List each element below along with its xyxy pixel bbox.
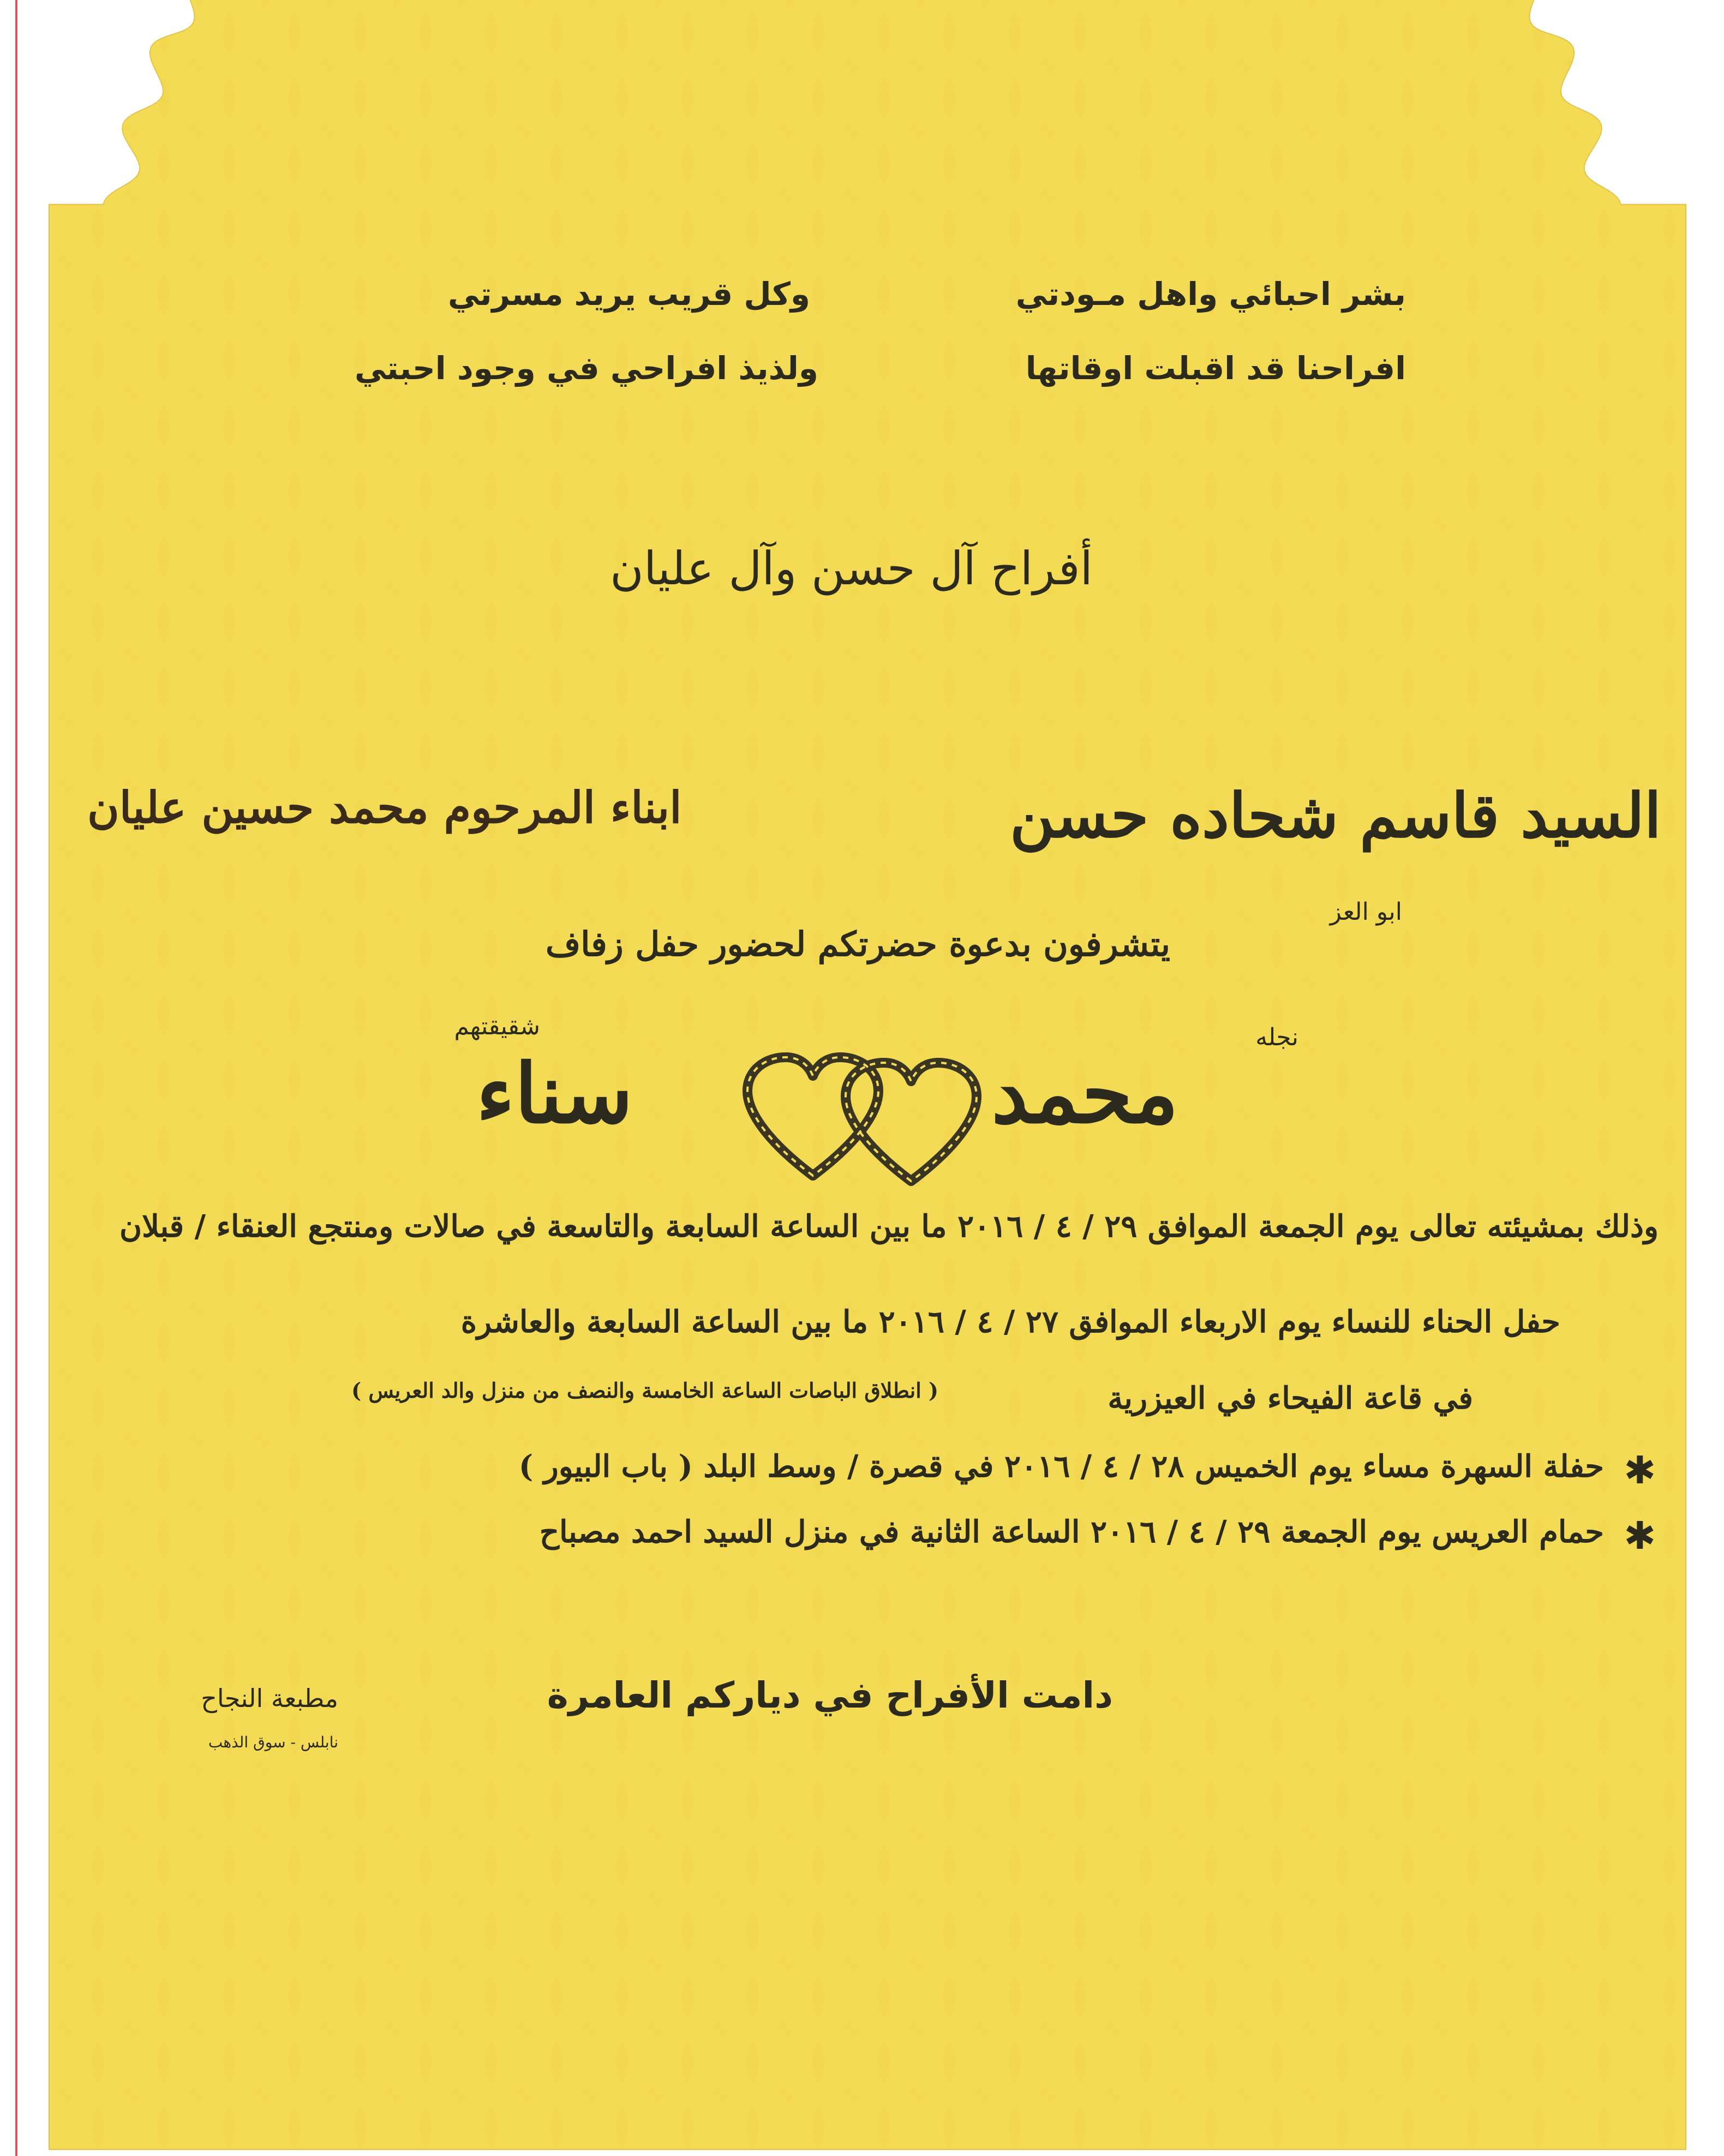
interlocked-hearts-icon xyxy=(737,1047,987,1189)
families-heading: أفراح آل حسن وآل عليان xyxy=(610,542,1093,595)
henna-line: حفل الحناء للنساء يوم الاربعاء الموافق ٢٧ / ٤ / ٢٠١٦ ما بين الساعة السابعة والعاشرة xyxy=(460,1304,1560,1340)
bus-note: ( انطلاق الباصات الساعة الخامسة والنصف من منزل والد العريس ) xyxy=(351,1378,938,1403)
printer-address: نابلس - سوق الذهب xyxy=(208,1733,338,1751)
evening-party-line: حفلة السهرة مساء يوم الخميس ٢٨ / ٤ / ٢٠١٦ في قصرة / وسط البلد ( باب البيور ) xyxy=(518,1448,1604,1484)
poem-line2-left: ولذيذ افراحي في وجود احبتي xyxy=(354,350,818,387)
bride-name: سناء xyxy=(476,1046,633,1142)
wedding-date-line: وذلك بمشيئته تعالى يوم الجمعة الموافق ٢٩ / ٤ / ٢٠١٦ ما بين الساعة السابعة والتاسعة في صالات ومنتجع العنقاء / قبلان xyxy=(119,1208,1659,1244)
host-right-name: السيد قاسم شحاده حسن xyxy=(1010,780,1661,852)
invitation-line: يتشرفون بدعوة حضرتكم لحضور حفل زفاف xyxy=(545,924,1170,964)
groom-bath-line: حمام العريس يوم الجمعة ٢٩ / ٤ / ٢٠١٦ الساعة الثانية في منزل السيد احمد مصباح xyxy=(539,1514,1604,1550)
bullet-star-icon: ✱ xyxy=(1624,1513,1656,1558)
bride-label: شقيقتهم xyxy=(454,1013,540,1040)
groom-label: نجله xyxy=(1255,1023,1298,1051)
closing-line: دامت الأفراح في دياركم العامرة xyxy=(547,1674,1113,1716)
poem-line1-right: بشر احبائي واهل مـودتي xyxy=(1015,276,1406,313)
henna-venue: في قاعة الفيحاء في العيزرية xyxy=(1108,1380,1473,1416)
bullet-star-icon: ✱ xyxy=(1624,1448,1656,1493)
poem-line2-right: افراحنا قد اقبلت اوقاتها xyxy=(1025,350,1406,387)
poem-line1-left: وكل قريب يريد مسرتي xyxy=(448,276,810,313)
host-left-name: ابناء المرحوم محمد حسين عليان xyxy=(87,782,682,833)
printer-name: مطبعة النجاح xyxy=(201,1684,338,1713)
groom-name: محمد xyxy=(991,1046,1178,1142)
host-nickname: ابو العز xyxy=(1330,898,1402,926)
